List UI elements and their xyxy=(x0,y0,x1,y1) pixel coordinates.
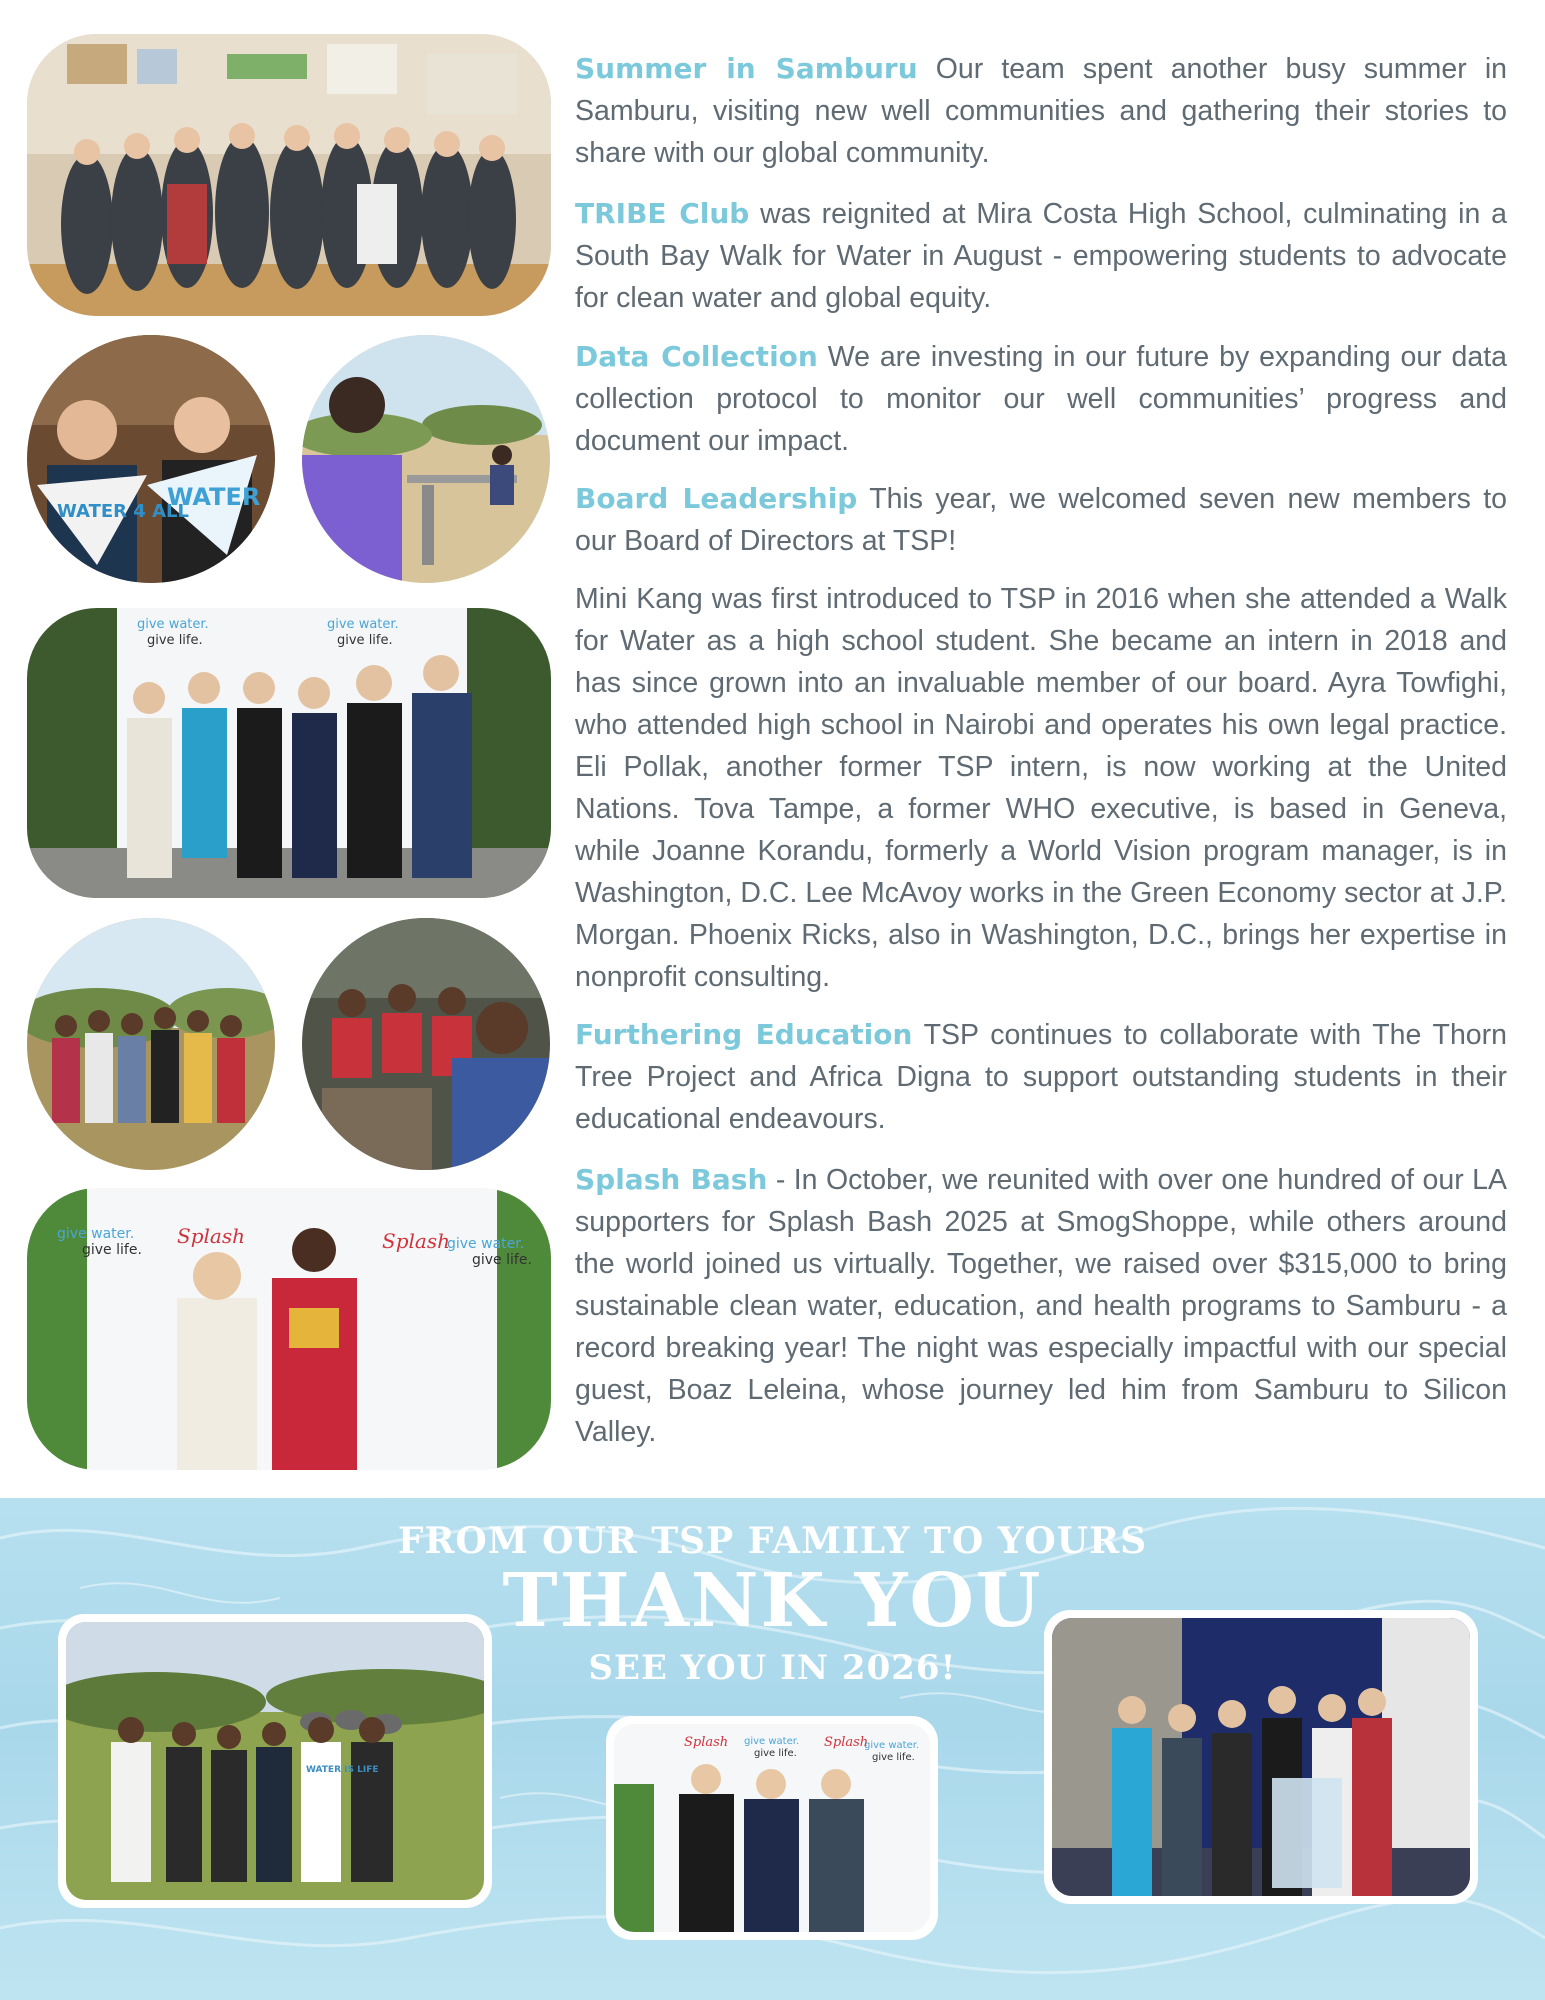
body-summer-in-samburu: Our team spent another busy summer in Samburu, visiting new well communities and gathering their stories to share with our global community. xyxy=(575,53,1508,169)
footer-line-1: FROM OUR TSP FAMILY TO YOURS xyxy=(397,1520,1148,1562)
backdrop-slogan-bottom-1: give life. xyxy=(147,633,203,648)
body-splash-bash: - In October, we reunited with over one hundred of our LA supporters for Splash Bash 2025 at SmogShoppe, while others around the world joined us virtually. Together, we raised over $315,000 to bring sustainable clean water, education, and health programs to Samburu - a record breaking year! The night was especially impactful with our special guest, Boaz Leleina, whose journey led him from Samburu to Silicon Valley. xyxy=(575,1164,1508,1448)
footer-thank-you: THANK YOU xyxy=(502,1558,1043,1644)
body-data-collection: We are investing in our future by expanding our data collection protocol to monitor our well communities’ progress and document our impact. xyxy=(575,341,1507,457)
photo-splash-bash-guest xyxy=(27,1188,551,1470)
text-column xyxy=(575,48,1507,1453)
body-tribe-club: was reignited at Mira Costa High School, culminating in a South Bay Walk for Water in August - empowering students to advocate for clean water and global equity. xyxy=(575,198,1508,314)
event-logo-1: Splash xyxy=(177,1224,245,1248)
backdrop-slogan-top-4: give water. xyxy=(447,1236,525,1252)
photo-well-pump xyxy=(302,335,550,583)
backdrop-slogan-top-1: give water. xyxy=(137,617,209,632)
backdrop-slogan-top-3: give water. xyxy=(57,1226,135,1242)
body-board-leadership: This year, we welcomed seven new members to our Board of Directors at TSP! xyxy=(575,483,1507,557)
section-board-members xyxy=(575,578,1507,998)
footer-line-3: SEE YOU IN 2026! xyxy=(588,1648,957,1688)
section-splash-bash xyxy=(575,1159,1507,1453)
photo-students-pennants xyxy=(27,335,275,583)
body-furthering-education: TSP continues to collaborate with The Thorn Tree Project and Africa Digna to support outstanding students in their educational endeavours. xyxy=(575,1019,1508,1135)
heading-furthering-education: Furthering Education xyxy=(575,1018,913,1051)
event-logo-2: Splash xyxy=(382,1229,450,1253)
photo-elephant-group xyxy=(58,1614,492,1908)
backdrop-slogan-bottom-2: give life. xyxy=(337,633,393,648)
photo-board-members xyxy=(27,608,551,898)
heading-summer-in-samburu: Summer in Samburu xyxy=(575,52,918,85)
body-board-members: Mini Kang was first introduced to TSP in 2016 when she attended a Walk for Water as a high school student. She became an intern in 2018 and has since grown into an invaluable member of our board. Ayra Towfighi, who attended high school in Nairobi and operates his own legal practice. Eli Pollak, another former TSP intern, is now working at the United Nations. Tova Tampe, a former WHO executive, is based in Geneva, while Joanne Korandu, formerly a World Vision program manager, is in Washington, D.C. Lee McAvoy works in the Green Economy sector at J.P. Morgan. Phoenix Ricks, also in Washington, D.C., brings her expertise in nonprofit consulting. xyxy=(575,583,1507,993)
section-data-collection xyxy=(575,336,1507,462)
backdrop-slogan-bottom-5: give life. xyxy=(754,1748,797,1759)
section-summer-in-samburu xyxy=(575,48,1507,174)
backdrop-slogan-top-2: give water. xyxy=(327,617,399,632)
backdrop-slogan-bottom-3: give life. xyxy=(82,1242,142,1258)
photo-splash-bash-trio xyxy=(606,1716,938,1940)
pennant-2-text: WATER xyxy=(167,483,261,511)
heading-data-collection: Data Collection xyxy=(575,340,818,373)
heading-board-leadership: Board Leadership xyxy=(575,482,858,515)
photo-community-group xyxy=(27,918,275,1170)
backdrop-slogan-bottom-4: give life. xyxy=(472,1252,532,1268)
section-tribe-club xyxy=(575,193,1507,319)
pennant-1-text: WATER 4 ALL xyxy=(57,501,189,522)
thank-you-footer xyxy=(0,1498,1545,2000)
photo-award-stage xyxy=(1044,1610,1478,1904)
backdrop-slogan-bottom-6: give life. xyxy=(872,1752,915,1763)
event-logo-3: Splash xyxy=(684,1735,729,1750)
photo-students-classroom xyxy=(27,34,551,316)
section-furthering-education xyxy=(575,1014,1507,1140)
backdrop-slogan-top-5: give water. xyxy=(744,1736,800,1747)
heading-tribe-club: TRIBE Club xyxy=(575,197,750,230)
event-logo-4: Splash xyxy=(824,1735,869,1750)
heading-splash-bash: Splash Bash xyxy=(575,1163,768,1196)
backdrop-slogan-top-6: give water. xyxy=(864,1740,920,1751)
photo-vehicle-group xyxy=(302,918,550,1170)
shirt-text: WATER IS LIFE xyxy=(306,1765,379,1775)
section-board-leadership xyxy=(575,478,1507,562)
